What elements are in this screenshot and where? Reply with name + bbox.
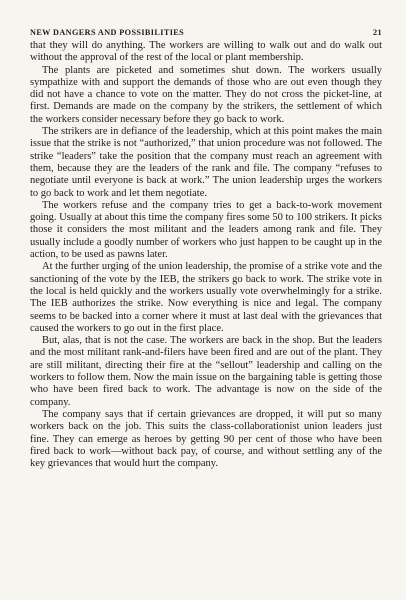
running-title: NEW DANGERS AND POSSIBILITIES — [30, 28, 185, 37]
paragraph: The strikers are in defiance of the leadership, which at this point makes the main issue that the strike is not “authorized,” that union procedure was not followed. The strike “leaders” take the position that the company must reach an agreement with them, because they are the leaders of the rank and file. The company “refuses to negotiate until everyone is back at work.” The union leadership urges the workers to go back to work and let them negotiate. — [30, 126, 382, 199]
paragraph: The company says that if certain grievances are dropped, it will put so many workers back on the job. This suits the class-collaborationist union leaders just fine. They can emerge as heroes by getting 90 per cent of those who have been fired back to work—without back pay, of course, and without settling any of the key grievances that would hurt the company. — [30, 408, 382, 470]
paragraph: At the further urging of the union leadership, the promise of a strike vote and the sanctioning of the vote by the IEB, the strikers go back to work. The strike vote in the local is held quickly and the workers usually vote overwhelmingly for a strike. The IEB authorizes the strike. Now everything is nice and legal. The company seems to be backed into a corner where it must at last deal with the grievances that caused the workers to go out in the first place. — [30, 261, 382, 334]
paragraph-continued: that they will do anything. The workers are willing to walk out and do walk out without the approval of the rest of the local or plant membership. — [30, 40, 382, 64]
paragraph: The workers refuse and the company tries to get a back-to-work movement going. Usually at about this time the company fires some 50 to 100 strikers. It picks those it considers the most militant and the leaders among rank and file. They usually include a goodly number of workers who just happen to be caught up in the action, to be used as pawns later. — [30, 199, 382, 261]
paragraph: But, alas, that is not the case. The workers are back in the shop. But the leaders and the most militant rank-and-filers have been fired and are out of the plant. They are still militant, directing their fire at the “sellout” leadership and calling on the workers to follow them. Now the main issue on the bargaining table is getting those who have been fired back to work. The advantage is now on the side of the company. — [30, 335, 382, 408]
body-text — [30, 40, 382, 470]
book-page — [30, 28, 382, 470]
page-number: 21 — [373, 28, 382, 37]
paragraph: The plants are picketed and sometimes shut down. The workers usually sympathize with and support the demands of those who are out even though they did not have a chance to vote on the matter. They do not cross the picket-line, at first. Demands are made on the company by the strikers, the settlement of which the workers consider necessary before they go back to work. — [30, 64, 382, 125]
running-header — [30, 28, 382, 37]
